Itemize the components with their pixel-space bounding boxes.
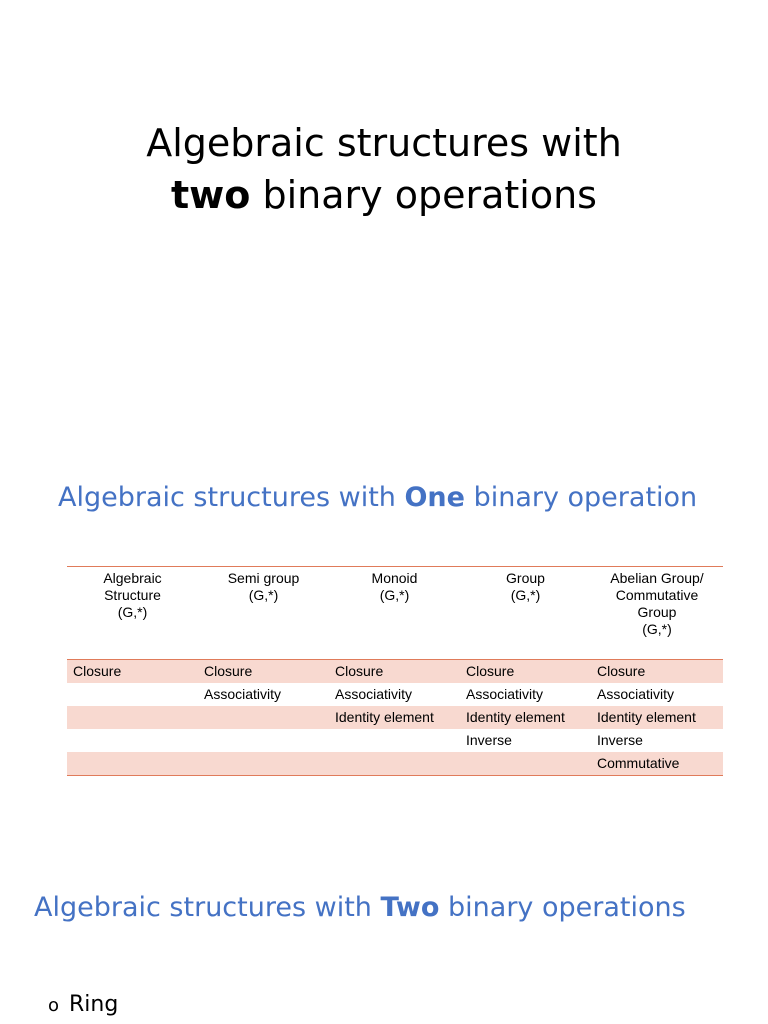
table-header-cell [460, 567, 591, 660]
header-line: (G,*) [510, 587, 541, 603]
table-cell [67, 683, 198, 706]
bullet-item [48, 990, 118, 1021]
header-line: Group [637, 604, 677, 620]
table-cell: Closure [329, 660, 460, 684]
table-cell: Identity element [329, 706, 460, 729]
title-line-1: Algebraic structures with [146, 121, 622, 165]
table-cell: Closure [591, 660, 723, 684]
table-cell: Associativity [597, 686, 675, 702]
algebraic-structures-table [67, 566, 723, 776]
table-cell: Identity element [591, 706, 723, 729]
section-one-prefix: Algebraic structures with [58, 482, 405, 513]
section-two-bold: Two [380, 892, 440, 923]
header-line: (G,*) [642, 621, 672, 637]
header-line: Group [506, 570, 545, 586]
header-line: Abelian Group/ [610, 570, 704, 586]
table-header-cell [67, 567, 198, 660]
table-row [67, 729, 723, 752]
table-row [67, 660, 723, 684]
header-line: Structure [104, 587, 161, 603]
table-cell: Inverse [597, 732, 643, 748]
table-cell [67, 729, 198, 752]
table-cell: Commutative [591, 752, 723, 776]
table-row [67, 706, 723, 729]
table-cell [329, 729, 460, 752]
title-line-2-rest: binary operations [250, 173, 597, 217]
title-bold-word: two [171, 173, 251, 217]
header-line: Algebraic [103, 570, 162, 586]
table-cell [198, 729, 329, 752]
table-row [67, 752, 723, 776]
header-line: Semi group [227, 570, 300, 586]
table-cell: Associativity [204, 686, 282, 702]
section-one-bold: One [404, 482, 465, 513]
table-cell: Identity element [460, 706, 591, 729]
header-line: Monoid [371, 570, 418, 586]
table-header-cell [591, 567, 723, 660]
header-line: Commutative [615, 587, 699, 603]
table-cell [67, 752, 198, 776]
table-cell: Inverse [466, 732, 512, 748]
section-heading-two-operations [34, 888, 686, 928]
header-line: (G,*) [248, 587, 279, 603]
section-one-suffix: binary operation [464, 482, 698, 513]
table-cell: Closure [67, 660, 198, 684]
header-line: (G,*) [117, 604, 148, 620]
table-header-cell [329, 567, 460, 660]
bullet-marker: o [48, 995, 60, 1016]
table-cell: Associativity [335, 686, 413, 702]
table-cell [198, 706, 329, 729]
bullet-text: Ring [69, 992, 119, 1017]
table-cell [460, 752, 591, 776]
header-line: (G,*) [379, 587, 410, 603]
table-cell [329, 752, 460, 776]
table-cell: Associativity [466, 686, 544, 702]
table-cell: Closure [198, 660, 329, 684]
section-two-prefix: Algebraic structures with [34, 892, 381, 923]
page-title [0, 117, 768, 221]
table-cell [67, 706, 198, 729]
table-cell [198, 752, 329, 776]
table-header-row [67, 567, 723, 660]
section-two-suffix: binary operations [439, 892, 686, 923]
table-body [67, 660, 723, 776]
table-header-cell [198, 567, 329, 660]
table-row [67, 683, 723, 706]
table-cell: Closure [460, 660, 591, 684]
section-heading-one-operation [58, 478, 697, 518]
